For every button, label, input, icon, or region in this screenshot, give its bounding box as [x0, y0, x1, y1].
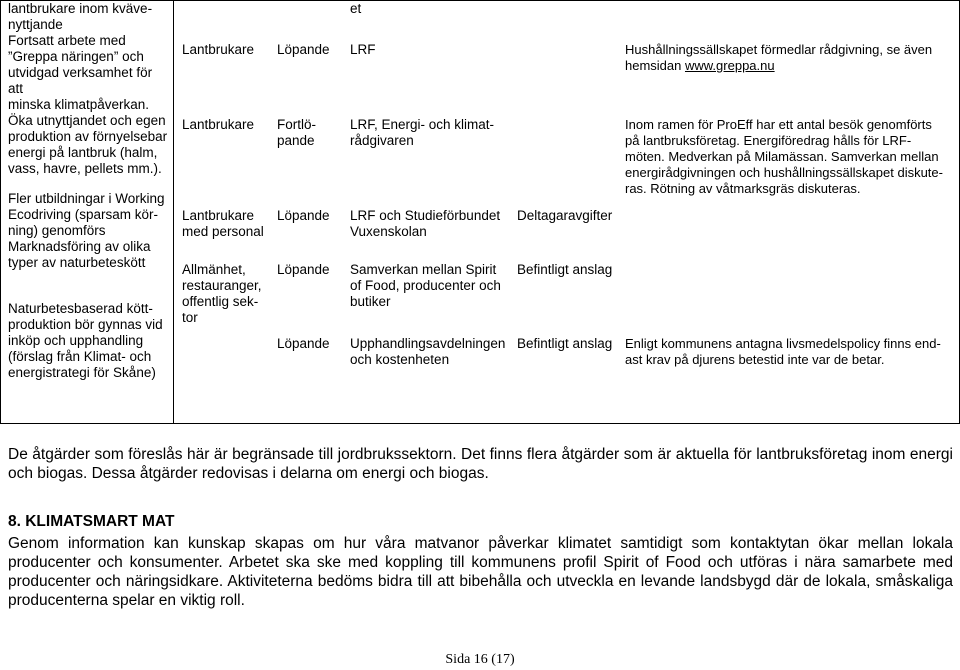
col1-line: Naturbetesbaserad kött- — [8, 301, 153, 316]
table-cell-line: Befintligt anslag — [517, 262, 613, 277]
table-cell-note — [625, 42, 932, 74]
table-cell-cost — [517, 336, 612, 352]
table-cell-when — [277, 117, 316, 149]
table-cell-line: Lantbrukare — [182, 42, 255, 57]
table-cell-line: pande — [277, 133, 315, 148]
table-cell-line: offentlig sek- — [182, 294, 259, 309]
col1-line: Marknadsföring av olika — [8, 239, 151, 254]
section-heading: 8. KLIMATSMART MAT — [8, 513, 175, 530]
table-cell-line: hemsidan www.greppa.nu — [625, 58, 775, 73]
col1-line: typer av naturbeteskött — [8, 255, 146, 270]
col1-line: produktion av förnyelsebar — [8, 129, 168, 144]
col1-line: ”Greppa näringen” och — [8, 49, 144, 64]
table-cell-when — [277, 336, 330, 352]
paragraph-climate-food: Genom information kan kunskap skapas om hur våra matvanor påverkar klimatet samtidigt som kontaktytan ökar mellan lokala producenter och konsumenter. Arbetet ska ske med koppling till kommunens profil Spirit of Food och utföras i nära samarbete med producenter och näringsidkare. Aktiviteterna bedöms bidra till att bibehålla och utveckla en levande landsbygd där de lokala, småskaliga producenterna spelar en viktig roll. — [8, 535, 953, 609]
table-cell-line: butiker — [350, 294, 391, 309]
col1-line: utvidgad verksamhet för att — [8, 65, 153, 96]
table-cell-who — [182, 208, 264, 240]
table-cell-line: Samverkan mellan Spirit — [350, 262, 497, 277]
col1-line: ning) genomförs — [8, 223, 106, 238]
paragraph-energy-note: De åtgärder som föreslås här är begränsade till jordbrukssektorn. Det finns flera åtgärder som är aktuella för lantbruksföretag inom energi och biogas. Dessa åtgärder redovisas i delarna om energi och biogas. — [8, 446, 953, 482]
table-cell-line: Lantbrukare — [182, 208, 255, 223]
table-cell-line: rådgivaren — [350, 133, 414, 148]
table-cell-line: Löpande — [277, 208, 330, 223]
table-cell-line: restauranger, — [182, 278, 262, 293]
table-cell-line: och kostenheten — [350, 352, 450, 367]
col1-line: Ecodriving (sparsam kör- — [8, 207, 159, 222]
col1-line: Fler utbildningar i Working — [8, 191, 165, 206]
col1-line: nyttjande — [8, 17, 63, 32]
table-cell-line: Befintligt anslag — [517, 336, 613, 351]
table-cell-line: energirådgivningen och hushållningssällskapet diskute- — [625, 165, 943, 180]
greppa-link[interactable]: www.greppa.nu — [684, 58, 775, 73]
table-col1-cell — [8, 1, 170, 381]
table-cell-line: LRF, Energi- och klimat- — [350, 117, 495, 132]
table-cell-line: LRF — [350, 42, 376, 57]
col1-line: inköp och upphandling — [8, 333, 144, 348]
table-cell-line: LRF och Studieförbundet — [350, 208, 501, 223]
col1-line: vass, havre, pellets mm.). — [8, 161, 162, 176]
table-cell-note — [625, 117, 943, 197]
table-cell-who — [182, 117, 254, 133]
table-cell-line: Vuxenskolan — [350, 224, 427, 239]
col1-line: produktion bör gynnas vid — [8, 317, 163, 332]
table-cell-partner — [350, 42, 376, 58]
table-cell-partner — [350, 262, 501, 310]
col1-line: Öka utnyttjandet och egen — [8, 113, 166, 128]
table-cell-line: tor — [182, 310, 198, 325]
table-border-bottom — [0, 423, 960, 424]
table-cell-line: Fortlö- — [277, 117, 317, 132]
table-cell-line: ast krav på djurens betestid inte var de betar. — [625, 352, 885, 367]
table-cell-who — [182, 262, 262, 326]
table-cell-line: Enligt kommunens antagna livsmedelspolicy finns end- — [625, 336, 941, 351]
table-cell-line: Löpande — [277, 262, 330, 277]
table-cell-line: Löpande — [277, 336, 330, 351]
table-cell-when — [277, 42, 330, 58]
col1-line: lantbrukare inom kväve- — [8, 1, 153, 16]
table-border-left — [0, 0, 1, 423]
table-col1-right — [173, 0, 174, 423]
table-cell-who — [182, 42, 254, 58]
table-cell-line: Inom ramen för ProEff har ett antal besök genomförts — [625, 117, 932, 132]
col1-line: energi på lantbruk (halm, — [8, 145, 158, 160]
table-cell-note — [625, 336, 941, 368]
table-cell-line: Upphandlingsavdelningen — [350, 336, 506, 351]
table-cell-line: på lantbruksföretag. Energiföredrag hålls för LRF- — [625, 133, 912, 148]
col1-line: Fortsatt arbete med — [8, 33, 126, 48]
col1-line: (förslag från Klimat- och — [8, 349, 152, 364]
table-cell-cost — [517, 262, 612, 278]
table-cell-line: möten. Medverkan på Milamässan. Samverkan mellan — [625, 149, 939, 164]
table-cell-line: Hushållningssällskapet förmedlar rådgivning, se även — [625, 42, 933, 57]
table-cell-when — [277, 262, 330, 278]
table-cell-line: of Food, producenter och — [350, 278, 501, 293]
col1-line: energistrategi för Skåne) — [8, 365, 156, 380]
table-cell-partner — [350, 208, 500, 240]
table-cell-line: med personal — [182, 224, 264, 239]
table-cell-line: ras. Rötning av våtmarksgräs diskuteras. — [625, 181, 861, 196]
table-cell-cost — [517, 208, 612, 224]
table-cell-line: Lantbrukare — [182, 117, 255, 132]
table-top-fragment: et — [350, 1, 362, 16]
table-cell-line: Löpande — [277, 42, 330, 57]
table-cell-partner — [350, 117, 494, 149]
table-cell-line: Allmänhet, — [182, 262, 246, 277]
table-cell-when — [277, 208, 330, 224]
col1-line: minska klimatpåverkan. — [8, 97, 150, 112]
table-cell-line: Deltagaravgifter — [517, 208, 613, 223]
page-footer: Sida 16 (17) — [445, 652, 515, 667]
table-cell-partner — [350, 336, 505, 368]
